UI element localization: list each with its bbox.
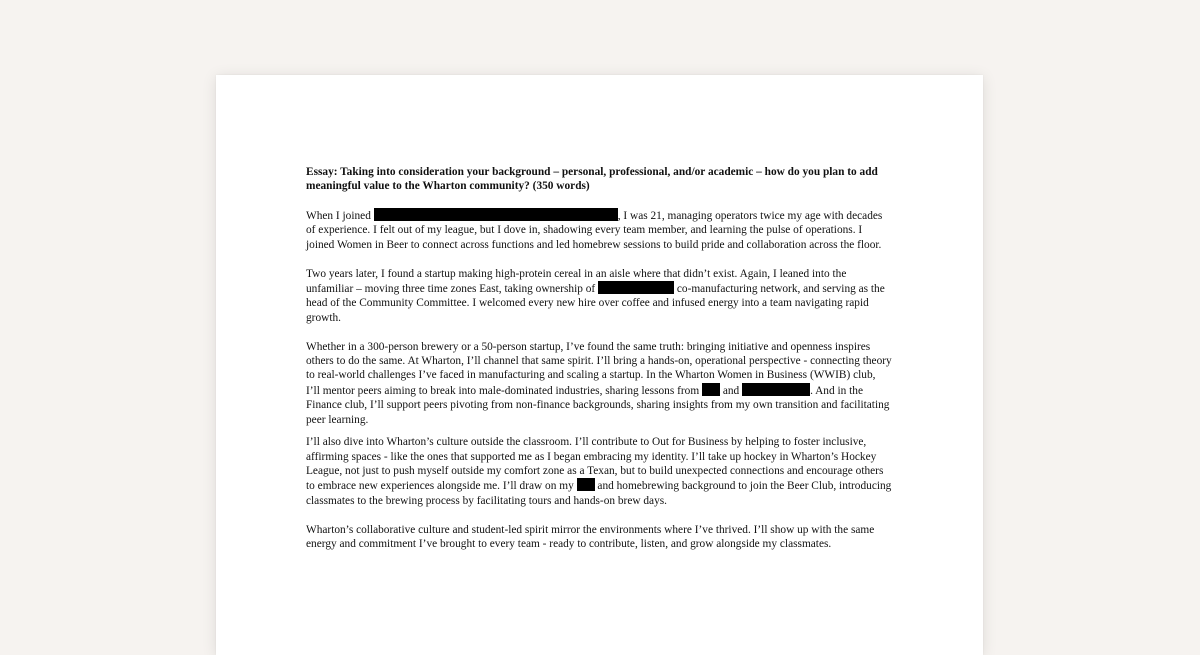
document-page [216, 75, 983, 655]
redaction-block [742, 383, 810, 396]
redaction-block [702, 383, 720, 396]
paragraph-3-text-b: and [720, 384, 743, 397]
paragraph-3-text-a: Whether in a 300-person brewery or a 50-person startup, I’ve found the same truth: bringing initiative and openness inspires others to do the same. At Wharton, I’ll channel that same spirit. I’ll bring a hands-on, operational perspective - connecting theory to real-world challenges I’ve faced in manufacturing and scaling a startup. In the Wharton Women in Business (WWIB) club, I’ll mentor peers aiming to break into male-dominated industries, sharing lessons from [306, 340, 892, 397]
paragraph-3-text-c: . And in the Finance club, I’ll support peers pivoting from non-finance backgrounds, sharing insights from my own transition and facilitating peer learning. [306, 384, 890, 426]
paragraph-4 [306, 435, 892, 508]
paragraph-4-text-b: and homebrewing background to join the Beer Club, introducing classmates to the brewing process by facilitating tours and hands-on brew days. [306, 480, 892, 507]
paragraph-5: Wharton’s collaborative culture and student-led spirit mirror the environments where I’ve thrived. I’ll show up with the same energy and commitment I’ve brought to every team - ready to contribute, listen, and grow alongside my classmates. [306, 523, 875, 551]
paragraph-1-text-a: When I joined [306, 209, 374, 222]
essay-body [306, 165, 892, 566]
paragraph-1-text-b: , I was 21, managing operators twice my age with decades of experience. I felt out of my league, but I dove in, shadowing every team member, and learning the pulse of operations. I joined Women in Beer to connect across functions and led homebrew sessions to build pride and collaboration across the floor. [306, 209, 883, 251]
paragraph-3 [306, 340, 892, 427]
paragraph-2 [306, 267, 892, 326]
paragraph-1 [306, 208, 892, 252]
paragraph-4-text-a: I’ll also dive into Wharton’s culture outside the classroom. I’ll contribute to Out for Business by helping to foster inclusive, affirming spaces - like the ones that supported me as I began embracing my identity. I’ll take up hockey in Wharton’s Hockey League, not just to push myself outside my comfort zone as a Texan, but to build unexpected connections and encourage others to embrace new experiences alongside me. I’ll draw on my [306, 436, 884, 493]
paragraph-2-text-a: Two years later, I found a startup making high-protein cereal in an aisle where that didn’t exist. Again, I leaned into the unfamiliar – moving three time zones East, taking ownership of [306, 267, 847, 295]
paragraph-2-text-b: co-manufacturing network, and serving as the head of the Community Committee. I welcomed every new hire over coffee and infused energy into a team navigating rapid growth. [306, 282, 885, 324]
redaction-block [598, 281, 674, 294]
redaction-block [374, 208, 618, 221]
essay-prompt: Essay: Taking into consideration your background – personal, professional, and/or academic – how do you plan to add meaningful value to the Wharton community? (350 words) [306, 166, 878, 193]
redaction-block [577, 478, 595, 491]
